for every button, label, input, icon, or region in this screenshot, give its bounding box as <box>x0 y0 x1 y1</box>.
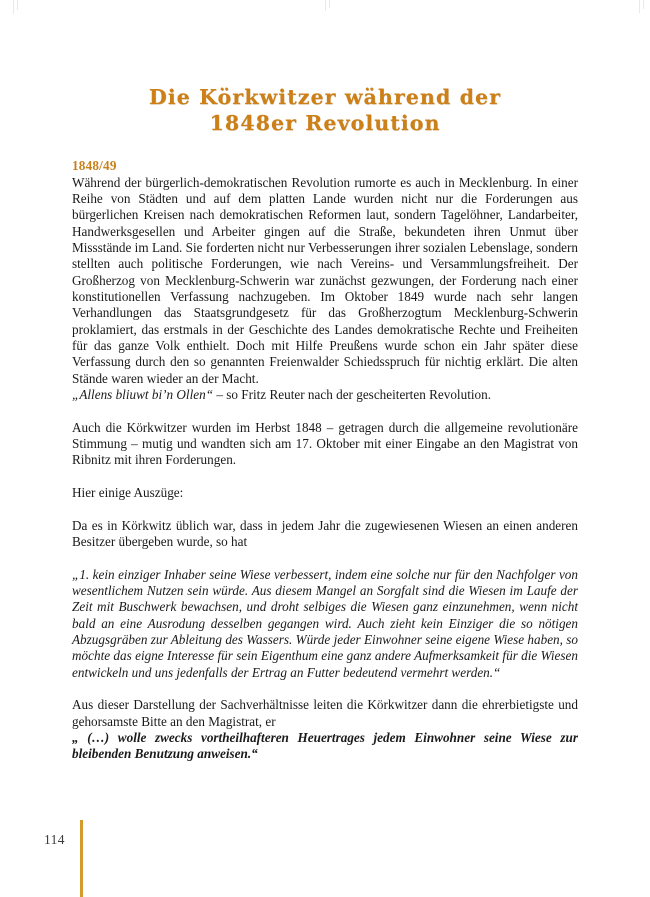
article-body <box>72 158 578 763</box>
section-heading-1848-49: 1848/49 <box>72 158 117 173</box>
paragraph-4-excerpts-intro: Hier einige Auszüge: <box>72 485 184 501</box>
footer-accent-rule <box>80 820 83 897</box>
page-title-line-2: 1848er Revolution <box>209 111 441 136</box>
paragraph-1: Während der bürgerlich-demokratischen Revolution rumorte es auch in Mecklenburg. In einer Reihe von Städten und auf dem platten Lande wurden nicht nur die Forderungen aus bürgerlichen Kreisen nach demokratischen Reformen laut, sondern Tagelöhner, Landarbeiter, Handwerksgesellen und Arbeiter gingen auf die Straße, bekundeten ihren Unmut über Missstände im Land. Sie forderten nicht nur Verbesserungen ihrer sozialen Lebenslage, sondern stellten auch politische Forderungen, wie nach Vereins- und Versammlungsfreiheit. Der Großherzog von Mecklenburg-Schwerin war zunächst gezwungen, der Forderung nach einer konstitutionellen Verfassung nachzugeben. Im Oktober 1849 wurde nach sehr langen Verhandlungen das Staatsgrundgesetz für das Großherzogtum Mecklenburg-Schwerin proklamiert, das erstmals in der Geschichte des Landes demokratische Rechte und Freiheiten für das ganze Volk enthielt. Doch mit Hilfe Preußens wurde schon ein Jahr später diese Verfassung durch den so genannten Freienwalder Schiedsspruch für nichtig erklärt. Die alten Stände waren wieder an der Macht. <box>72 174 578 386</box>
reuter-quote-italic: „Allens bliuwt bi’n Ollen“ <box>72 387 214 403</box>
paragraph-7: Aus dieser Darstellung der Sachverhältnisse leiten die Körkwitzer dann die ehrerbietigste und gehorsamste Bitte an den Magistrat, er <box>72 697 578 729</box>
reuter-quote-attribution: – so Fritz Reuter nach der gescheiterten Revolution. <box>213 387 492 403</box>
paragraph-3: Auch die Körkwitzer wurden im Herbst 1848 – getragen durch die allgemeine revolutionäre Stimmung – mutig und wandten sich am 17. Oktober mit einer Eingabe an den Magistrat von Ribnitz mit ihren Forderungen. <box>72 419 578 468</box>
blockquote-petition-point-1: „1. kein einziger Inhaber seine Wiese verbessert, indem eine solche nur für den Nachfolger von wesentlichem Nutzen sein würde. Aus diesem Mangel an Sorgfalt sind die Wiesen im Laufe der Zeit mit Buschwerk bewachsen, und droht selbiges die Wiesen ganz einzunehmen, wenn nicht bald an eine Ausrodung desselben gegangen wird. Auch zieht kein Einziger die so nötigen Abzugsgräben zur Ableitung des Wassers. Würde jeder Einwohner seine eigene Wiese haben, so möchte das eigne Interesse für sein Eigenthum eine ganz andere Aufmerksamkeit für die Wiesen entwickeln und uns jedenfalls der Ertrag an Futter bedeutend vermehrt werden.“ <box>72 566 578 680</box>
page-number: 114 <box>44 832 65 847</box>
page-title <box>72 84 578 136</box>
page-title-line-1: Die Körkwitzer während der <box>148 85 502 109</box>
paragraph-5: Da es in Körkwitz üblich war, dass in jedem Jahr die zugewiesenen Wiesen an einen anderen Besitzer übergeben wurde, so hat <box>72 517 578 549</box>
blockquote-petition-request: „ (…) wolle zwecks vortheilhafteren Heuertrages jedem Einwohner seine Wiese zur bleibenden Benutzung anweisen.“ <box>72 730 578 762</box>
paragraph-2-reuter-quote <box>72 387 578 403</box>
